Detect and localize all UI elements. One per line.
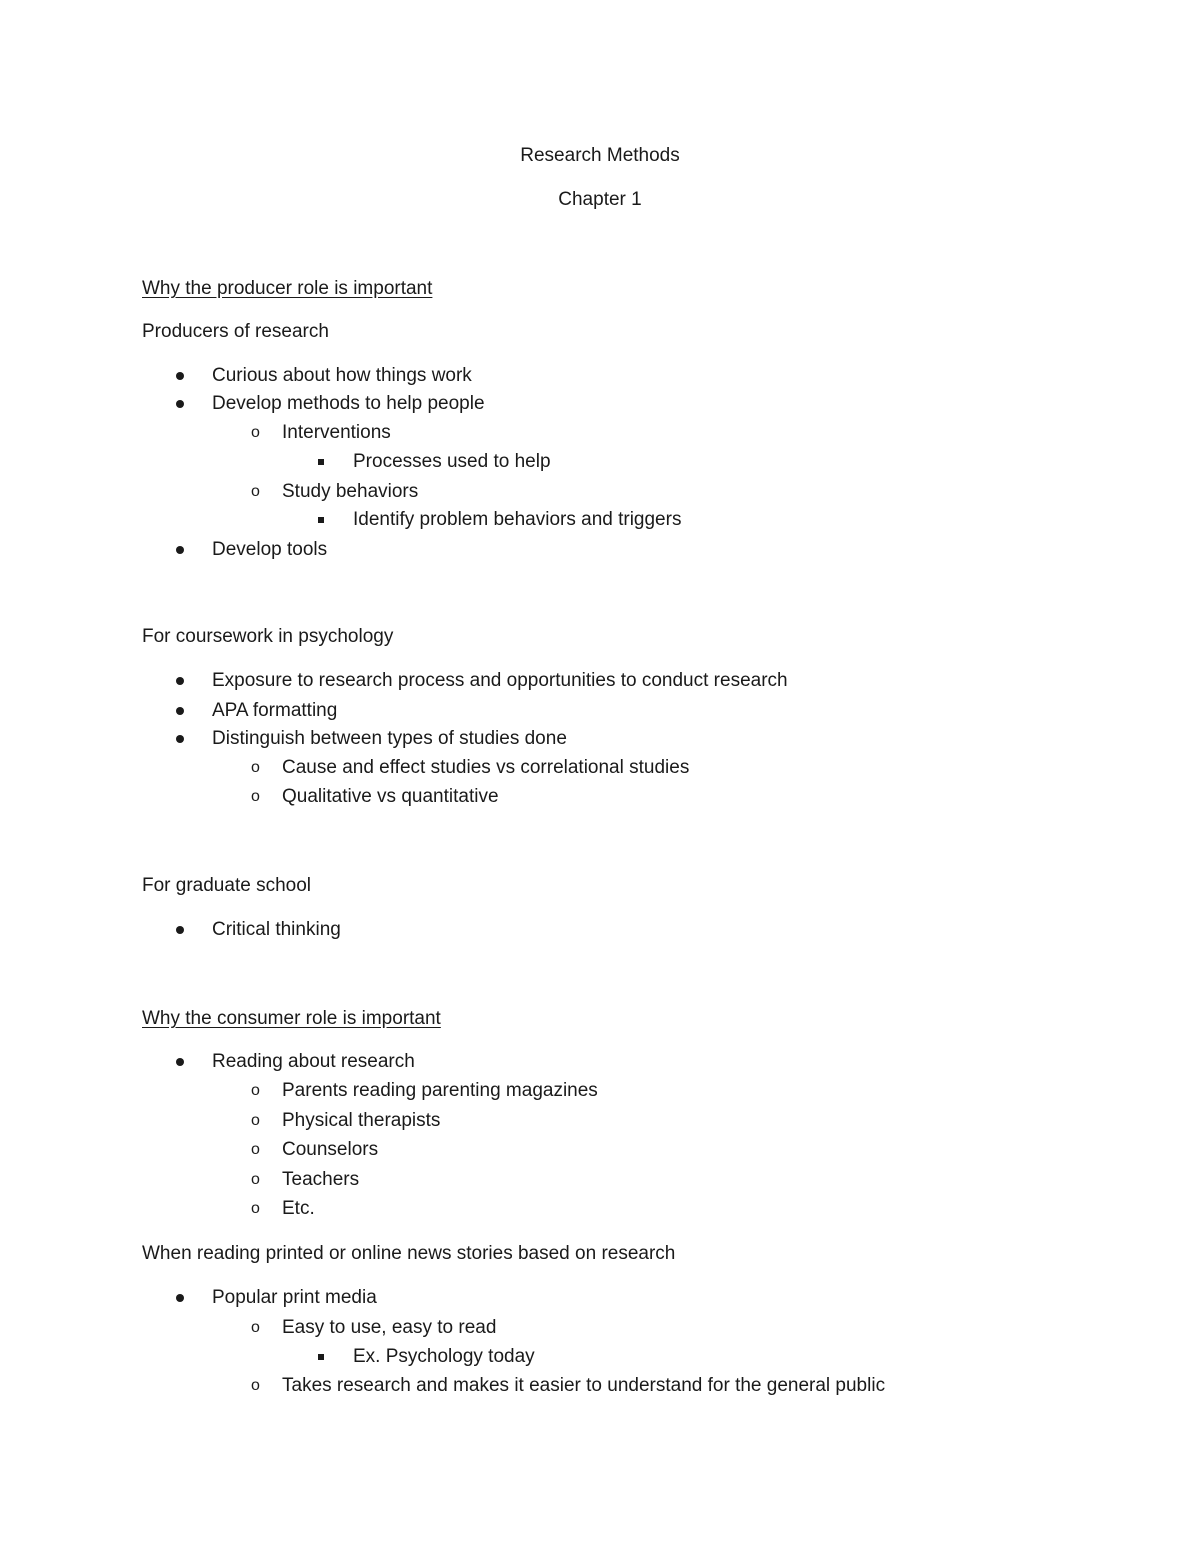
sub-bullet-marker: o — [251, 1112, 260, 1129]
producer-heading: Why the producer role is important — [142, 278, 433, 299]
list-item: Study behaviors — [282, 481, 419, 502]
sub-bullet-marker: o — [251, 759, 260, 776]
sub-bullet-marker: o — [251, 1319, 260, 1336]
sub-bullet-marker: o — [251, 1082, 260, 1099]
sub-bullet-marker: o — [251, 788, 260, 805]
list-item: APA formatting — [212, 700, 338, 721]
list-item: Interventions — [282, 422, 391, 443]
list-item: Popular print media — [212, 1287, 377, 1308]
sub-bullet-marker: o — [251, 1377, 260, 1394]
list-item: Develop tools — [212, 539, 328, 560]
document-title: Research Methods — [520, 145, 680, 166]
sub-bullet-marker: o — [251, 483, 260, 500]
list-item: Teachers — [282, 1169, 360, 1190]
list-item: Processes used to help — [353, 451, 551, 472]
sub-bullet-marker: o — [251, 1171, 260, 1188]
list-item: Parents reading parenting magazines — [282, 1080, 598, 1101]
list-item: Ex. Psychology today — [353, 1346, 535, 1367]
list-item: Exposure to research process and opportunities to conduct research — [212, 670, 788, 691]
news-label: When reading printed or online news stories based on research — [142, 1243, 676, 1264]
list-item: Develop methods to help people — [212, 393, 485, 414]
list-item: Distinguish between types of studies done — [212, 728, 567, 749]
grad-label: For graduate school — [142, 875, 311, 896]
sub-bullet-marker: o — [251, 1141, 260, 1158]
list-item: Physical therapists — [282, 1110, 441, 1131]
list-item: Curious about how things work — [212, 365, 472, 386]
list-item: Identify problem behaviors and triggers — [353, 509, 682, 530]
coursework-label: For coursework in psychology — [142, 626, 394, 647]
list-item: Etc. — [282, 1198, 315, 1219]
sub-bullet-marker: o — [251, 424, 260, 441]
chapter-label: Chapter 1 — [558, 189, 642, 210]
list-item: Easy to use, easy to read — [282, 1317, 497, 1338]
sub-bullet-marker: o — [251, 1200, 260, 1217]
producers-label: Producers of research — [142, 321, 329, 342]
list-item: Reading about research — [212, 1051, 415, 1072]
list-item: Qualitative vs quantitative — [282, 786, 499, 807]
list-item: Takes research and makes it easier to understand for the general public — [282, 1375, 886, 1396]
list-item: Counselors — [282, 1139, 379, 1160]
list-item: Critical thinking — [212, 919, 341, 940]
consumer-heading: Why the consumer role is important — [142, 1008, 441, 1029]
list-item: Cause and effect studies vs correlational studies — [282, 757, 690, 778]
